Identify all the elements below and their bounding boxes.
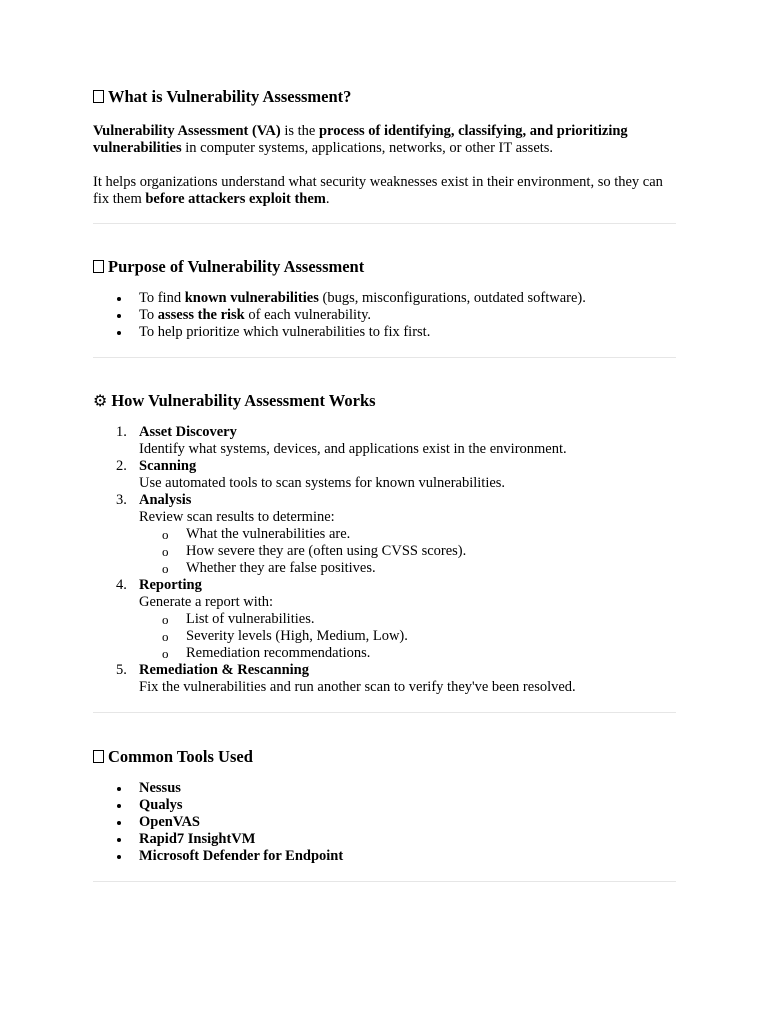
step-title: Reporting <box>139 577 202 593</box>
missing-glyph-icon <box>93 90 104 103</box>
step-item <box>93 492 676 577</box>
steps-list <box>93 424 676 696</box>
text: (bugs, misconfigurations, outdated software). <box>318 290 586 306</box>
paragraph-va-definition <box>93 123 676 157</box>
sub-list <box>139 526 676 577</box>
step-title: Analysis <box>139 492 192 508</box>
paragraph-va-purpose-intro <box>93 174 676 208</box>
tool-name: Rapid7 InsightVM <box>139 831 256 847</box>
step-description: Generate a report with: <box>139 594 274 610</box>
section-heading-tools <box>93 746 676 768</box>
tool-name: Qualys <box>139 797 183 813</box>
text: To help prioritize which vulnerabilities to fix first. <box>139 324 431 340</box>
step-description: Identify what systems, devices, and applications exist in the environment. <box>139 441 567 457</box>
sub-list-item: o What the vulnerabilities are. <box>139 526 676 543</box>
section-heading-text: Common Tools Used <box>108 747 253 766</box>
tool-name: Microsoft Defender for Endpoint <box>139 848 344 864</box>
bold-text: before attackers exploit them <box>145 191 326 207</box>
sub-list <box>139 611 676 662</box>
bold-text: assess the risk <box>157 307 245 323</box>
step-title: Asset Discovery <box>139 424 237 440</box>
step-description: Use automated tools to scan systems for known vulnerabilities. <box>139 475 506 491</box>
section-heading-how-it-works <box>93 390 676 412</box>
tool-name: OpenVAS <box>139 814 200 830</box>
section-heading-purpose <box>93 256 676 278</box>
sub-list-item: o Remediation recommendations. <box>139 645 676 662</box>
sub-list-item: o Severity levels (High, Medium, Low). <box>139 628 676 645</box>
sub-list-item: o How severe they are (often using CVSS scores). <box>139 543 676 560</box>
step-item <box>93 662 676 696</box>
step-item <box>93 458 676 492</box>
tools-list <box>93 780 676 865</box>
text: It helps organizations understand what security weaknesses exist in their environment, so they can fix them <box>93 174 663 207</box>
text: To <box>139 307 158 323</box>
step-title: Remediation & Rescanning <box>139 662 309 678</box>
tool-item <box>93 848 676 865</box>
section-heading-text: How Vulnerability Assessment Works <box>111 391 376 410</box>
tool-item <box>93 797 676 814</box>
bold-text: known vulnerabilities <box>184 290 319 306</box>
step-item <box>93 577 676 662</box>
step-number: 5. <box>116 662 127 678</box>
tool-item <box>93 780 676 797</box>
list-item <box>93 290 676 307</box>
step-item <box>93 424 676 458</box>
bold-text: process of identifying, classifying, and prioritizing vulnerabilities <box>93 123 628 156</box>
list-item <box>93 324 676 341</box>
section-heading-text: What is Vulnerability Assessment? <box>108 87 352 106</box>
text: is the <box>280 123 319 139</box>
step-number: 3. <box>116 492 127 508</box>
section-heading-text: Purpose of Vulnerability Assessment <box>108 257 365 276</box>
text: . <box>325 191 330 207</box>
text: of each vulnerability. <box>244 307 372 323</box>
section-heading-what-is-va <box>93 86 676 108</box>
text: To find <box>139 290 185 306</box>
list-item <box>93 307 676 324</box>
step-number: 2. <box>116 458 127 474</box>
step-number: 1. <box>116 424 127 440</box>
sub-list-item: o List of vulnerabilities. <box>139 611 676 628</box>
sub-list-item: o Whether they are false positives. <box>139 560 676 577</box>
tool-item <box>93 831 676 848</box>
text: in computer systems, applications, networks, or other IT assets. <box>181 140 554 156</box>
bold-text: Vulnerability Assessment (VA) <box>93 123 281 139</box>
tool-item <box>93 814 676 831</box>
document-content <box>93 86 676 882</box>
section-divider <box>93 881 676 882</box>
missing-glyph-icon <box>93 260 104 273</box>
step-description: Fix the vulnerabilities and run another scan to verify they've been resolved. <box>139 679 576 695</box>
tool-name: Nessus <box>139 780 181 796</box>
step-description: Review scan results to determine: <box>139 509 335 525</box>
purpose-list <box>93 290 676 341</box>
gear-icon: ⚙ <box>93 391 108 410</box>
step-number: 4. <box>116 577 127 593</box>
missing-glyph-icon <box>93 750 104 763</box>
step-title: Scanning <box>139 458 197 474</box>
